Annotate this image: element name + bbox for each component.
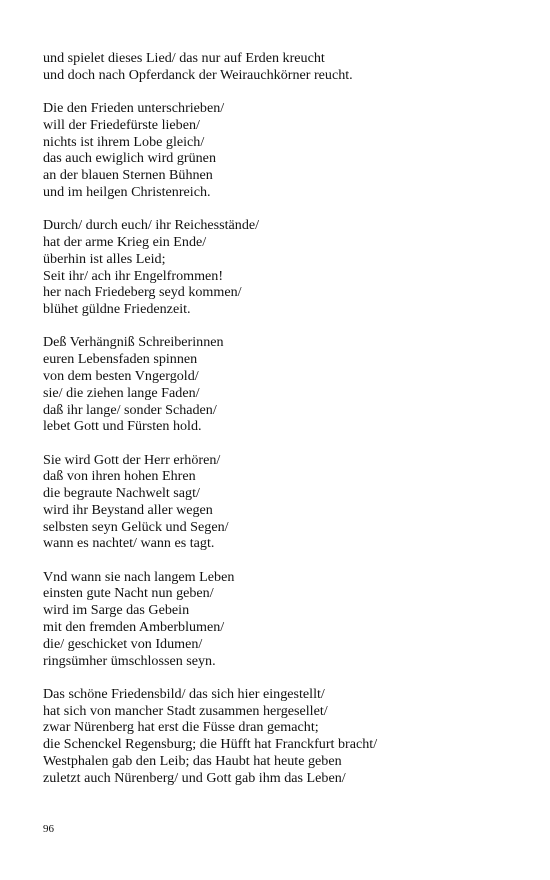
verse-line: die Schenckel Regensburg; die Hüfft hat Franckfurt bracht/ xyxy=(43,736,378,753)
verse-line: an der blauen Sternen Bühnen xyxy=(43,167,213,184)
verse-line: daß von ihren hohen Ehren xyxy=(43,468,196,485)
stanza xyxy=(43,569,513,670)
verse-line: und spielet dieses Lied/ das nur auf Erden kreucht xyxy=(43,50,325,66)
verse-line: wird im Sarge das Gebein xyxy=(43,602,190,619)
verse-line: Durch/ durch euch/ ihr Reichesstände/ xyxy=(43,217,260,234)
verse-line: Das schöne Friedensbild/ das sich hier eingestellt/ xyxy=(43,685,325,702)
verse-line: wann es nachtet/ wann es tagt. xyxy=(43,535,215,552)
stanza xyxy=(43,334,513,435)
verse-line: und doch nach Opferdanck der Weirauchkörner reucht. xyxy=(43,66,353,83)
verse-line: von dem besten Vngergold/ xyxy=(43,367,199,384)
stanza xyxy=(43,686,513,787)
verse-line: hat der arme Krieg ein Ende/ xyxy=(43,233,207,250)
verse-line: her nach Friedeberg seyd kommen/ xyxy=(43,284,242,301)
verse-line: die/ geschicket von Idumen/ xyxy=(43,635,203,652)
verse-line: nichts ist ihrem Lobe gleich/ xyxy=(43,133,205,150)
verse-line: daß ihr lange/ sonder Schaden/ xyxy=(43,401,217,418)
verse-line: euren Lebensfaden spinnen xyxy=(43,351,198,368)
verse-line: Seit ihr/ ach ihr Engelfrommen! xyxy=(43,267,224,284)
verse-line: überhin ist alles Leid; xyxy=(43,250,166,267)
verse-line: mit den fremden Amberblumen/ xyxy=(43,619,225,636)
verse-line: will der Friedefürste lieben/ xyxy=(43,116,200,133)
verse-line: die begraute Nachwelt sagt/ xyxy=(43,485,200,502)
verse-line: ringsümher ümschlossen seyn. xyxy=(43,652,216,669)
verse-line: und im heilgen Christenreich. xyxy=(43,183,211,200)
verse-line: hat sich von mancher Stadt zusammen hergesellet/ xyxy=(43,702,328,719)
verse-line: einsten gute Nacht nun geben/ xyxy=(43,585,214,602)
verse-line: Deß Verhängniß Schreiberinnen xyxy=(43,334,224,351)
verse-line: selbsten seyn Gelück und Segen/ xyxy=(43,518,229,535)
verse-line: zwar Nürenberg hat erst die Füsse dran gemacht; xyxy=(43,719,319,736)
stanza xyxy=(43,452,513,553)
verse-line: lebet Gott und Fürsten hold. xyxy=(43,418,202,435)
verse-line: Sie wird Gott der Herr erhören/ xyxy=(43,451,221,468)
verse-line: sie/ die ziehen lange Faden/ xyxy=(43,384,200,401)
page-number: 96 xyxy=(43,823,54,835)
verse-line: das auch ewiglich wird grünen xyxy=(43,150,216,167)
verse-line: blühet güldne Friedenzeit. xyxy=(43,301,191,318)
verse-line: wird ihr Beystand aller wegen xyxy=(43,501,213,518)
stanza xyxy=(43,50,513,84)
verse-line: Die den Frieden unterschrieben/ xyxy=(43,99,225,116)
poem-text xyxy=(43,50,513,803)
verse-line: Westphalen gab den Leib; das Haubt hat heute geben xyxy=(43,753,342,770)
stanza xyxy=(43,217,513,318)
verse-line: zuletzt auch Nürenberg/ und Gott gab ihm das Leben/ xyxy=(43,769,346,786)
stanza xyxy=(43,100,513,201)
verse-line: Vnd wann sie nach langem Leben xyxy=(43,568,235,585)
